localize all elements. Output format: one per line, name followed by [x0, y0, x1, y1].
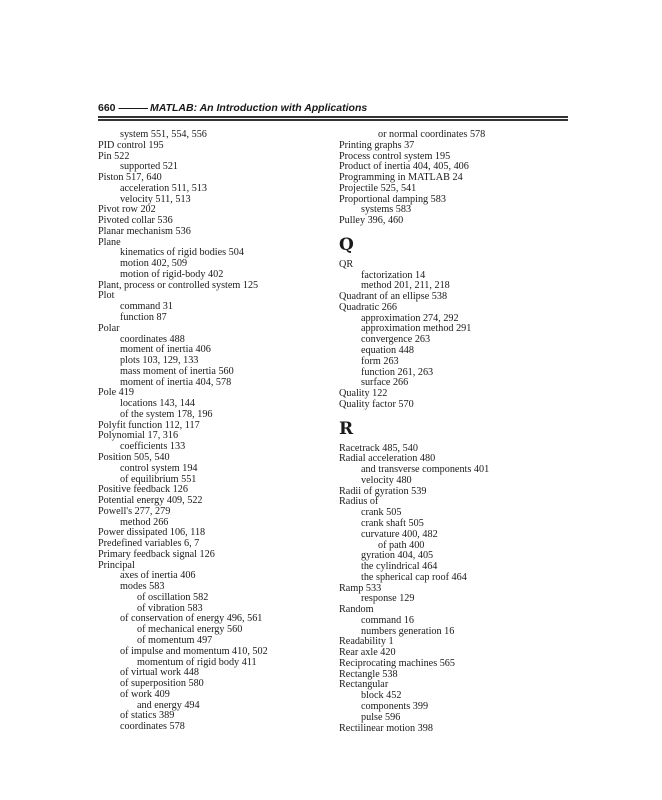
- index-entry: QR: [339, 258, 354, 270]
- index-subentry: plots 103, 129, 133: [120, 355, 199, 367]
- index-entry: Quality 122: [339, 388, 388, 400]
- index-subentry: modes 583: [120, 581, 165, 593]
- index-entry: Pivoted collar 536: [98, 215, 173, 227]
- section-letter: R: [339, 418, 354, 439]
- index-subentry: coordinates 488: [120, 333, 185, 345]
- index-entry: Radii of gyration 539: [339, 485, 427, 497]
- index-subentry: crank 505: [361, 507, 402, 519]
- index-entry: Polyfit function 112, 117: [98, 419, 200, 431]
- index-subentry: axes of inertia 406: [120, 570, 196, 582]
- index-subentry: method 266: [120, 516, 169, 528]
- index-subentry: of mechanical energy 560: [137, 624, 243, 636]
- index-subentry: command 16: [361, 614, 414, 626]
- index-subentry: command 31: [120, 301, 173, 313]
- index-subentry: momentum of rigid body 411: [137, 656, 257, 668]
- index-entry: Planar mechanism 536: [98, 225, 191, 237]
- index-entry: Primary feedback signal 126: [98, 548, 215, 560]
- index-subentry: form 263: [361, 355, 399, 367]
- index-subentry: supported 521: [120, 161, 179, 173]
- index-entry: Positive feedback 126: [98, 484, 188, 496]
- index-subentry: control system 194: [120, 462, 198, 474]
- index-subentry: of the system 178, 196: [120, 408, 213, 420]
- index-subentry: of path 400: [378, 539, 425, 551]
- running-header: [98, 101, 568, 115]
- index-subentry: mass moment of inertia 560: [120, 365, 234, 377]
- index-entry: Predefined variables 6, 7: [98, 538, 200, 550]
- index-subentry: of virtual work 448: [120, 667, 199, 679]
- index-subentry: equation 448: [361, 345, 414, 357]
- header-dash: ———: [118, 102, 148, 114]
- index-entry: Programming in MATLAB 24: [339, 172, 463, 184]
- index-subentry: convergence 263: [361, 334, 431, 346]
- index-entry: Polynomial 17, 316: [98, 430, 179, 442]
- index-subentry: of statics 389: [120, 710, 175, 722]
- index-subentry: locations 143, 144: [120, 398, 195, 410]
- index-entry: Rectilinear motion 398: [339, 722, 433, 734]
- index-entry: Printing graphs 37: [339, 139, 415, 151]
- index-entry: Plot: [98, 290, 115, 302]
- index-subentry: of oscillation 582: [137, 591, 209, 603]
- index-subentry: curvature 400, 482: [361, 528, 438, 540]
- index-subentry: the cylindrical 464: [361, 561, 438, 573]
- index-entry: Reciprocating machines 565: [339, 657, 455, 669]
- index-entry: Polar: [98, 322, 120, 334]
- index-entry: Quality factor 570: [339, 398, 414, 410]
- index-subentry: velocity 480: [361, 474, 412, 486]
- index-subentry: and transverse components 401: [361, 464, 490, 476]
- index-subentry: moment of inertia 404, 578: [120, 376, 232, 388]
- index-subentry: response 129: [361, 593, 415, 605]
- index-subentry: and energy 494: [137, 699, 200, 711]
- index-subentry: of superposition 580: [120, 678, 204, 690]
- index-subentry: coefficients 133: [120, 441, 186, 453]
- index-entry: Position 505, 540: [98, 451, 170, 463]
- index-subentry: approximation method 291: [361, 323, 472, 335]
- index-subentry: motion of rigid-body 402: [120, 268, 224, 280]
- index-subentry: block 452: [361, 690, 402, 702]
- index-subentry: of conservation of energy 496, 561: [120, 613, 263, 625]
- index-subentry: crank shaft 505: [361, 517, 424, 529]
- index-subentry: system 551, 554, 556: [120, 129, 207, 140]
- page-number: 660: [98, 102, 116, 114]
- index-entry: Ramp 533: [339, 582, 382, 594]
- index-subentry: of work 409: [120, 688, 170, 700]
- index-subentry: moment of inertia 406: [120, 344, 211, 356]
- index-subentry: the spherical cap roof 464: [361, 571, 467, 583]
- index-subentry: coordinates 578: [120, 721, 185, 733]
- index-entry: Quadrant of an ellipse 538: [339, 291, 448, 303]
- index-entry: Plane: [98, 236, 121, 248]
- index-entry: Rear axle 420: [339, 647, 396, 659]
- header-rule-bottom: [98, 119, 568, 121]
- index-subentry: components 399: [361, 700, 429, 712]
- index-entry: Radial acceleration 480: [339, 453, 436, 465]
- index-subentry: function 261, 263: [361, 366, 434, 378]
- header-rule-top: [98, 116, 568, 118]
- section-letter: Q: [339, 234, 354, 255]
- index-subentry: method 201, 211, 218: [361, 280, 450, 292]
- index-subentry: of impulse and momentum 410, 502: [120, 645, 268, 657]
- index-entry: Plant, process or controlled system 125: [98, 279, 259, 291]
- index-entry: Projectile 525, 541: [339, 182, 417, 194]
- book-title: MATLAB: An Introduction with Applications: [150, 102, 368, 114]
- index-entry: Power dissipated 106, 118: [98, 527, 206, 539]
- index-entry: Rectangle 538: [339, 668, 398, 680]
- index-entry: Readability 1: [339, 636, 394, 648]
- index-subentry: pulse 596: [361, 711, 401, 723]
- index-entry: Pulley 396, 460: [339, 215, 404, 227]
- index-column-left: [98, 130, 328, 733]
- index-entry: Pole 419: [98, 387, 134, 399]
- index-subentry: numbers generation 16: [361, 625, 455, 637]
- index-subentry: or normal coordinates 578: [378, 129, 486, 140]
- index-subentry: systems 583: [361, 204, 412, 216]
- index-entry: Principal: [98, 559, 135, 571]
- index-subentry: gyration 404, 405: [361, 550, 434, 562]
- index-subentry: of vibration 583: [137, 602, 203, 614]
- index-entry: Random: [339, 604, 374, 616]
- index-entry: Quadratic 266: [339, 301, 397, 313]
- index-subentry: acceleration 511, 513: [120, 182, 208, 194]
- index-entry: Pin 522: [98, 150, 130, 162]
- index-entry: Radius of: [339, 496, 379, 508]
- index-entry: Process control system 195: [339, 150, 451, 162]
- index-entry: Piston 517, 640: [98, 172, 162, 184]
- index-subentry: approximation 274, 292: [361, 312, 459, 324]
- index-entry: Racetrack 485, 540: [339, 442, 418, 454]
- index-entry: Potential energy 409, 522: [98, 495, 203, 507]
- index-subentry: kinematics of rigid bodies 504: [120, 247, 244, 259]
- index-entry: Proportional damping 583: [339, 193, 446, 205]
- index-subentry: surface 266: [361, 377, 409, 389]
- index-entry: PID control 195: [98, 139, 164, 151]
- index-subentry: motion 402, 509: [120, 258, 188, 270]
- index-entry: Rectangular: [339, 679, 389, 691]
- index-entry: Powell's 277, 279: [98, 505, 171, 517]
- index-subentry: velocity 511, 513: [120, 193, 191, 205]
- index-subentry: of equilibrium 551: [120, 473, 197, 485]
- index-subentry: factorization 14: [361, 269, 426, 281]
- index-column-right: [339, 130, 569, 734]
- index-subentry: function 87: [120, 312, 167, 324]
- index-entry: Product of inertia 404, 405, 406: [339, 161, 469, 173]
- index-entry: Pivot row 202: [98, 204, 156, 216]
- index-subentry: of momentum 497: [137, 634, 213, 646]
